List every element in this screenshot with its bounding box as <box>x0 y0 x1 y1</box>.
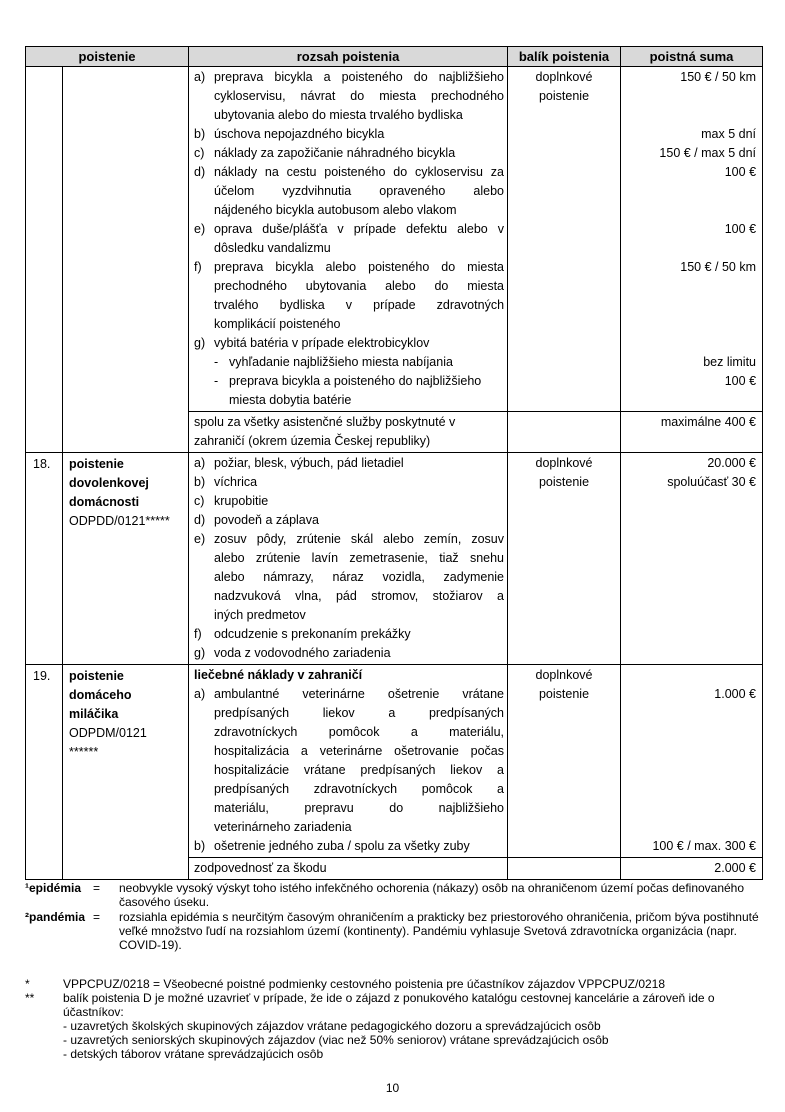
item-line: ambulantné veterinárne ošetrenie vrátane <box>214 687 505 701</box>
package-label: poistenie <box>538 89 590 103</box>
insurance-name-line: poistenie <box>69 669 124 683</box>
sum-item <box>624 144 756 163</box>
item-letter: b) <box>194 475 206 489</box>
sum-item <box>624 685 756 837</box>
item-text <box>214 334 504 353</box>
insurance-name-line: domáceho <box>69 688 132 702</box>
item-line: nájdeného bicykla autobusom alebo vlakom <box>214 203 457 217</box>
sum-value: 20.000 € <box>707 456 757 470</box>
insurance-code: ODPDM/0121 <box>69 726 147 740</box>
sum-value: 150 € / 50 km <box>680 70 757 84</box>
insurance-code: ODPDD/0121***** <box>69 514 170 528</box>
cell-scope <box>189 665 508 858</box>
definition-eq: = <box>93 881 101 895</box>
sum-value: 100 € <box>724 165 757 179</box>
scope-item <box>194 492 504 511</box>
item-line: preprava bicykla a poisteného do najbližšieho <box>229 374 482 388</box>
scope-item <box>194 644 504 663</box>
cell-liability <box>189 858 508 880</box>
sum-value <box>624 334 756 353</box>
item-letter: d) <box>194 165 206 179</box>
cell-name-empty <box>63 67 189 453</box>
item-text <box>214 454 504 473</box>
row-number: 19. <box>26 665 63 880</box>
scope-subitem <box>194 353 504 372</box>
cell-sum <box>621 665 763 858</box>
item-letter: f) <box>194 627 202 641</box>
insurance-name <box>63 665 189 880</box>
footnote-bullet: - uzavretých školských skupinových zájazdov vrátane pedagogického dozoru a sprevádzajúcich osôb <box>63 1019 601 1033</box>
liability-text: zodpovednosť za škodu <box>194 861 327 875</box>
cell-package <box>508 67 621 412</box>
item-line: ošetrenie jedného zuba / spolu za všetky zuby <box>214 839 470 853</box>
package-label: doplnkové <box>535 70 593 84</box>
item-letter: b) <box>194 127 206 141</box>
footnote-bullet: - detských táborov vrátane sprevádzajúcich osôb <box>63 1047 324 1061</box>
scope-item <box>194 163 504 220</box>
sum-value: bez limitu <box>703 355 757 369</box>
item-line: náklady za zapožičanie náhradného bicykla <box>214 146 456 160</box>
item-line: predpísaných liekov a predpísaných <box>214 706 505 720</box>
item-text <box>214 163 504 220</box>
header-package: balík poistenia <box>508 47 621 67</box>
cell-package <box>508 665 621 858</box>
footnote-text: VPPCPUZ/0218 = Všeobecné poistné podmienky cestovného poistenia pre účastníkov zájazdov VPPCPUZ/0218 <box>63 977 666 991</box>
item-line: zosuv pôdy, zrútenie skál alebo zemín, zosuv <box>214 532 505 546</box>
page-number: 10 <box>385 1081 400 1095</box>
scope-list <box>194 68 504 410</box>
item-line: víchrica <box>214 475 258 489</box>
row-number: 18. <box>26 453 63 665</box>
scope-item <box>194 144 504 163</box>
insurance-name-line: poistenie <box>69 457 124 471</box>
item-line: prechodného ubytovania alebo do miesta <box>214 279 505 293</box>
sum-value: max 5 dní <box>701 127 757 141</box>
item-text <box>214 492 504 511</box>
package-label: doplnkové <box>535 456 593 470</box>
package-label: poistenie <box>538 687 590 701</box>
item-line: povodeň a záplava <box>214 513 319 527</box>
insurance-table <box>25 46 763 880</box>
definition-item <box>25 910 760 952</box>
insurance-name-line: miláčika <box>69 707 119 721</box>
scope-item <box>194 258 504 334</box>
sum-value: spoluúčasť 30 € <box>667 475 757 489</box>
cell-package <box>508 453 621 665</box>
item-line: krupobitie <box>214 494 269 508</box>
item-text <box>214 258 504 334</box>
item-line: alebo námrazy, náraz vozidla, zadymenie <box>214 570 505 584</box>
cell-scope <box>189 67 508 412</box>
sum-list <box>624 68 756 410</box>
item-line: veterinárneho zariadenia <box>214 820 352 834</box>
cell-total-sum <box>621 412 763 453</box>
item-text <box>214 685 504 837</box>
item-line: vybitá batéria v prípade elektrobicyklov <box>214 336 430 350</box>
item-text <box>214 530 504 625</box>
item-line: požiar, blesk, výbuch, pád lietadiel <box>214 456 404 470</box>
cell-liability-sum <box>621 858 763 880</box>
definitions <box>25 881 760 953</box>
item-line: iných predmetov <box>214 608 306 622</box>
sum-value: 100 € / max. 300 € <box>652 839 757 853</box>
item-letter: a) <box>194 687 206 701</box>
item-line: hospitalizácie vrátane predpísaných liekov a <box>214 763 505 777</box>
item-letter: c) <box>194 494 205 508</box>
definition-eq: = <box>93 910 101 924</box>
item-text <box>214 837 504 856</box>
sum-value: 150 € / 50 km <box>680 260 757 274</box>
sum-item <box>624 163 756 220</box>
scope-item <box>194 511 504 530</box>
item-line: trvalého bydliska v prípade zdravotných <box>214 298 505 312</box>
insurance-name-line: dovolenkovej <box>69 476 149 490</box>
item-letter: f) <box>194 260 202 274</box>
item-line: oprava duše/plášťa v prípade defektu alebo v <box>214 222 505 236</box>
item-line: preprava bicykla a poisteného do najbližšieho <box>214 70 505 84</box>
sum-item <box>624 68 756 125</box>
sum-value: 100 € <box>724 374 757 388</box>
item-line: cykloservisu, návrat do miesta prechodného <box>214 89 505 103</box>
definition-item <box>25 881 760 909</box>
item-letter: d) <box>194 513 206 527</box>
sum-item <box>624 334 756 353</box>
item-line: komplikácií poisteného <box>214 317 341 331</box>
item-line: náklady na cestu poisteného do cykloservisu za <box>214 165 505 179</box>
item-line: dôsledku vandalizmu <box>214 241 331 255</box>
item-line: ubytovania alebo do miesta trvalého bydliska <box>214 108 463 122</box>
scope-item <box>194 473 504 492</box>
sum-list <box>624 685 756 856</box>
definition-term: ¹epidémia <box>25 881 82 895</box>
scope-item <box>194 837 504 856</box>
definition-text: neobvykle vysoký výskyt toho istého infekčného ochorenia (nákazy) osôb na ohraničenom území počas definovaného časového úseku. <box>119 881 745 909</box>
total-text: zahraničí (okrem územia Českej republiky) <box>194 434 431 448</box>
scope-item <box>194 685 504 837</box>
cell-sum <box>621 67 763 412</box>
scope-item <box>194 125 504 144</box>
item-letter: c) <box>194 146 205 160</box>
insurance-code-stars: ****** <box>69 745 99 759</box>
footnote-mark: ** <box>25 991 35 1005</box>
scope-heading: liečebné náklady v zahraničí <box>194 668 363 682</box>
item-text <box>214 644 504 663</box>
item-line: materiálu, prepravu do najbližšieho <box>214 801 505 815</box>
item-text <box>214 220 504 258</box>
item-line: zdravotníckych pomôcok a materiálu, <box>214 725 505 739</box>
definition-text: rozsiahla epidémia s neurčitým časovým ohraničením a prakticky bez priestorového ohraničenia, pričom býva postihnuté veľké množstvo ľudí na rozsiahlom území (kontinenty). Pandémiu vyhlasuje Svetová zdravotnícka organizácia (napr. COVID-19). <box>119 910 759 952</box>
item-text <box>214 125 504 144</box>
total-text: spolu za všetky asistenčné služby poskytnuté v <box>194 415 456 429</box>
subitem-dash: - <box>214 355 219 369</box>
footnote-item <box>25 991 760 1019</box>
scope-list <box>194 685 504 856</box>
sum-item <box>624 258 756 334</box>
scope-item <box>194 220 504 258</box>
sum-value: 150 € / max 5 dní <box>659 146 757 160</box>
item-line: nadzvuková vlna, pád stromov, stožiarov a <box>214 589 505 603</box>
item-line: preprava bicykla alebo poisteného do miesta <box>214 260 505 274</box>
item-line: predpísaných zdravotníckych pomôcok a <box>214 782 505 796</box>
table-header-row <box>26 47 763 67</box>
scope-item <box>194 68 504 125</box>
sum-value: 1.000 € <box>714 687 757 701</box>
scope-item <box>194 625 504 644</box>
cell-total-package <box>508 412 621 453</box>
footnote-item <box>25 977 760 991</box>
footnote-bullet: - uzavretých seniorských skupinových zájazdov (viac než 50% seniorov) vrátane sprevádzajúcich osôb <box>63 1033 609 1047</box>
cell-sum <box>621 453 763 665</box>
item-letter: g) <box>194 646 206 660</box>
item-text <box>214 625 504 644</box>
footnotes <box>25 977 760 1061</box>
cell-scope <box>189 453 508 665</box>
item-letter: g) <box>194 336 206 350</box>
scope-item <box>194 334 504 353</box>
cell-total-scope <box>189 412 508 453</box>
item-line: odcudzenie s prekonaním prekážky <box>214 627 411 641</box>
item-letter: a) <box>194 456 206 470</box>
item-line: hospitalizácia a veterinárne ošetrovanie počas <box>214 744 505 758</box>
scope-item <box>194 530 504 625</box>
header-sum: poistná suma <box>621 47 763 67</box>
item-line: vyhľadanie najbližšieho miesta nabíjania <box>229 355 453 369</box>
item-text <box>214 511 504 530</box>
header-insurance: poistenie <box>26 47 189 67</box>
total-sum: maximálne 400 € <box>660 415 757 429</box>
scope-list <box>194 454 504 663</box>
footnote-text: balík poistenia D je možné uzavrieť v prípade, že ide o zájazd z ponukového katalógu cestovnej kancelárie a zároveň ide o účastníkov: <box>63 991 715 1019</box>
table-row-continuation <box>26 67 763 412</box>
package-label: poistenie <box>538 475 590 489</box>
item-line: úschova nepojazdného bicykla <box>214 127 385 141</box>
cell-liability-package <box>508 858 621 880</box>
insurance-name-line: domácnosti <box>69 495 140 509</box>
table-row-18 <box>26 453 763 665</box>
table-row-19 <box>26 665 763 858</box>
sum-item <box>624 837 756 856</box>
sum-value: 100 € <box>724 222 757 236</box>
item-line: alebo zrútenie lavín zemetrasenie, tiaž snehu <box>214 551 505 565</box>
item-letter: a) <box>194 70 206 84</box>
header-scope: rozsah poistenia <box>189 47 508 67</box>
item-line: voda z vodovodného zariadenia <box>214 646 391 660</box>
sum-item <box>624 372 756 410</box>
insurance-name <box>63 453 189 665</box>
item-text <box>214 68 504 125</box>
item-text <box>229 353 504 372</box>
scope-subitem <box>194 372 504 410</box>
sum-item <box>624 220 756 258</box>
definition-term: ²pandémia <box>25 910 86 924</box>
liability-sum: 2.000 € <box>714 861 757 875</box>
item-letter: e) <box>194 532 206 546</box>
item-letter: b) <box>194 839 206 853</box>
item-line: miesta dobytia batérie <box>229 393 352 407</box>
package-label: doplnkové <box>535 668 593 682</box>
item-line: účelom vyzdvihnutia opraveného alebo <box>214 184 505 198</box>
sum-item <box>624 353 756 372</box>
item-letter: e) <box>194 222 206 236</box>
sum-item <box>624 125 756 144</box>
subitem-dash: - <box>214 374 219 388</box>
footnote-mark: * <box>25 977 30 991</box>
scope-item <box>194 454 504 473</box>
item-text <box>229 372 504 410</box>
item-text <box>214 144 504 163</box>
item-text <box>214 473 504 492</box>
cell-num-empty <box>26 67 63 453</box>
